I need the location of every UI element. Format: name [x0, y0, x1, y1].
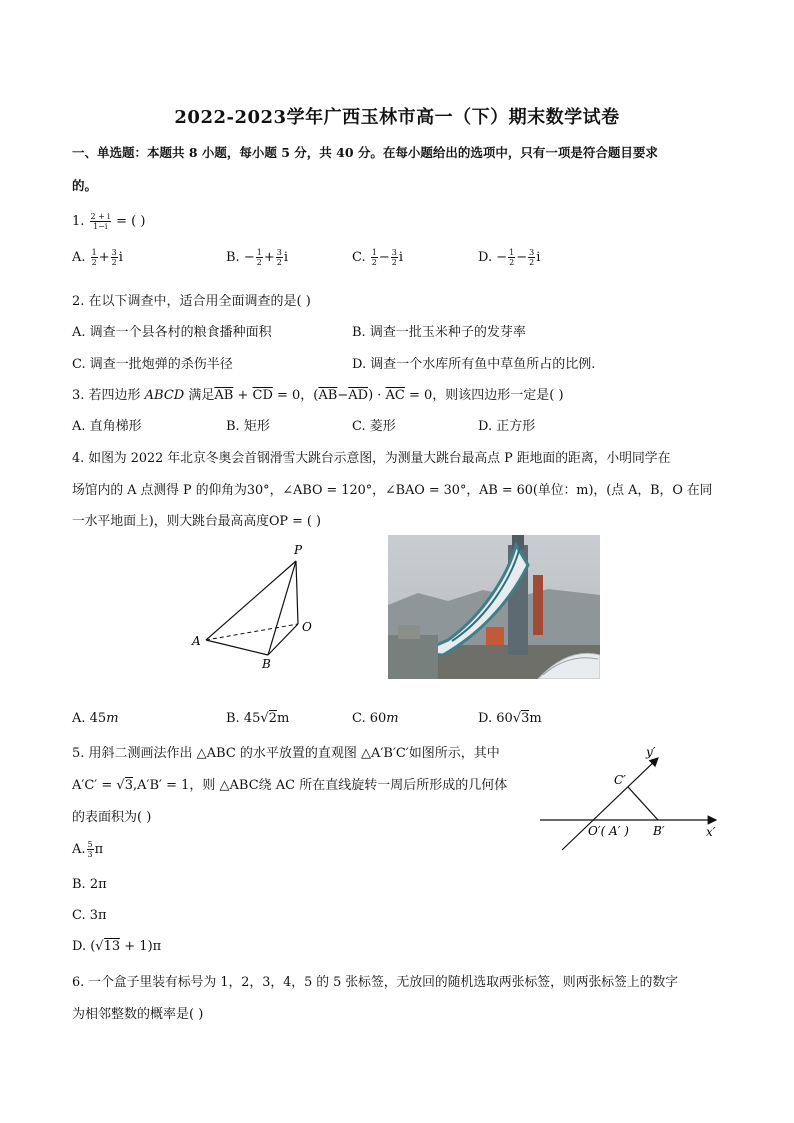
q3-option-b[interactable]: B. 矩形	[226, 419, 270, 434]
q2-option-c[interactable]: C. 调查一批炮弹的杀伤半径	[72, 357, 233, 372]
q4-option-a[interactable]: A. 45m	[72, 711, 119, 726]
label-o: O	[302, 620, 312, 634]
label-o-a: O′( A′ )	[588, 824, 629, 838]
q5-oblique-figure	[538, 742, 724, 857]
q5-option-a[interactable]: A. $\frac{5}{3}$ π	[72, 840, 104, 859]
section-header-line1: 一、单选题：本题共 8 小题，每小题 5 分，共 40 分。在每小题给出的选项中，只有一项是符合题目要求	[72, 145, 658, 160]
q6-stem-line2: 为相邻整数的概率是( )	[72, 1007, 204, 1022]
label-y-axis: y′	[646, 745, 656, 759]
segment-cb	[628, 787, 658, 820]
label-x-axis: x′	[706, 825, 716, 839]
q4-pyramid-figure	[186, 538, 336, 673]
q1-option-c[interactable]: C. $\frac{1}{2}$ − $\frac{3}{2}$ i	[352, 248, 404, 267]
q1-option-d[interactable]: D. − $\frac{1}{2}$ − $\frac{3}{2}$ i	[478, 248, 541, 267]
q3-option-c[interactable]: C. 菱形	[352, 419, 396, 434]
label-a: A	[192, 634, 201, 648]
q1-option-b[interactable]: B. − $\frac{1}{2}$ + $\frac{3}{2}$ i	[226, 248, 288, 267]
section-header-line2: 的。	[72, 178, 98, 193]
q5-stem-line2: A′C′ = √3,A′B′ = 1，则 △ABC绕 AC 所在直线旋转一周后所形成的几何体	[72, 778, 508, 793]
q1-option-a[interactable]: A. $\frac{1}{2}$ + $\frac{3}{2}$ i	[72, 248, 123, 267]
q5-option-d[interactable]: D. (√13 + 1)π	[72, 939, 162, 954]
label-c: C′	[614, 773, 626, 787]
q2-option-b[interactable]: B. 调查一批玉米种子的发芽率	[352, 325, 526, 340]
q5-stem-line1: 5. 用斜二测画法作出 △ABC 的水平放置的直观图 △A′B′C′如图所示，其中	[72, 746, 500, 761]
page-title: 2022-2023学年广西玉林市高一（下）期末数学试卷	[174, 107, 620, 128]
q5-option-b[interactable]: B. 2π	[72, 877, 107, 892]
label-b: B	[262, 657, 271, 671]
q4-option-b[interactable]: B. 45√2m	[226, 711, 290, 726]
q4-stem-line2: 场馆内的 A 点测得 P 的仰角为30°，∠ABO = 120°，∠BAO = 30°，AB = 60(单位：m)，(点 A，B，O 在同	[72, 483, 713, 498]
q5-stem-line3: 的表面积为( )	[72, 810, 152, 825]
label-b: B′	[653, 824, 665, 838]
q3-stem: 3. 若四边形 ABCD 满足$\overline{AB} + \overline{CD} = 0$，$(\overline{AB}-\overline{AD}) \cdot \overline{AC} = 0$，则该四边形一定是( )	[72, 388, 564, 403]
q2-option-a[interactable]: A. 调查一个县各村的粮食播种面积	[72, 325, 272, 340]
q3-option-d[interactable]: D. 正方形	[478, 419, 536, 434]
q4-stem-line3: 一水平地面上)，则大跳台最高高度OP = ( )	[72, 514, 321, 529]
label-p: P	[294, 543, 303, 557]
q4-option-d[interactable]: D. 60√3m	[478, 711, 542, 726]
q2-option-d[interactable]: D. 调查一个水库所有鱼中草鱼所占的比例.	[352, 357, 596, 372]
q1-stem: 1. $\frac{2 + i}{1-i}$ = ( )	[72, 212, 146, 231]
q4-stem-line1: 4. 如图为 2022 年北京冬奥会首钢滑雪大跳台示意图，为测量大跳台最高点 P 距地面的距离，小明同学在	[72, 451, 671, 466]
edge-ab	[206, 640, 268, 655]
ski-jump-photo	[388, 535, 600, 679]
q4-option-c[interactable]: C. 60m	[352, 711, 399, 726]
q5-option-c[interactable]: C. 3π	[72, 908, 107, 923]
edge-po	[296, 561, 298, 624]
edge-pa	[206, 561, 296, 640]
q2-stem: 2. 在以下调查中，适合用全面调查的是( )	[72, 294, 311, 309]
q3-option-a[interactable]: A. 直角梯形	[72, 419, 142, 434]
q6-stem-line1: 6. 一个盒子里装有标号为 1，2，3，4，5 的 5 张标签，无放回的随机选取两张标签，则两张标签上的数字	[72, 975, 679, 990]
